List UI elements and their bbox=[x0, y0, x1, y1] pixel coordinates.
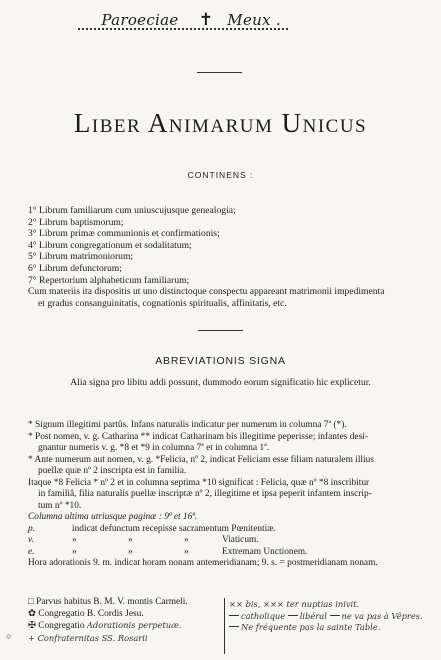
divider bbox=[197, 72, 242, 73]
ditto-mark: » bbox=[72, 535, 77, 545]
note-line: * Signum illegitimi partûs. Infans naturalis indicatur per numerum in columna 7ª (*). bbox=[28, 420, 347, 430]
note-line: gnantur numeris v. g. *8 et *9 in columna 7ª et in columna 1ª. bbox=[38, 443, 270, 453]
dash-mark bbox=[288, 615, 298, 616]
note-line: * Ante numerum aut nomen, v. g. *Felicia, nº 2, indicat Feliciam esse filiam naturalem illius bbox=[28, 454, 374, 465]
margin-mark: ○ bbox=[6, 631, 12, 641]
handwritten-note: Ne fréquente pas la sainte Table. bbox=[229, 622, 439, 634]
sacrament-symbol: v. bbox=[28, 535, 34, 545]
legend-text: Parvus habitus B. M. V. montis Carmeli. bbox=[36, 597, 188, 607]
note-line: tum nº *10. bbox=[38, 500, 82, 511]
sacrament-row bbox=[28, 535, 424, 547]
note-line: Columna ultima utriusque paginæ : 9ª et 16ª. bbox=[28, 512, 198, 522]
legend-row bbox=[28, 633, 424, 646]
header-underline bbox=[78, 28, 288, 30]
divider bbox=[198, 330, 243, 331]
page-title: Liber Animarum Unicus bbox=[73, 108, 368, 138]
abbreviations-heading: ABREVIATIONIS SIGNA bbox=[155, 355, 286, 367]
list-item: et gradus consanguinitatis, cognationis spiritualis, affinitatis, etc. bbox=[38, 297, 287, 309]
dash-mark bbox=[330, 615, 340, 616]
sacrament-text: Viaticum. bbox=[222, 535, 259, 545]
flower-icon: ✿ bbox=[28, 608, 36, 619]
parish-name: Meux . bbox=[227, 11, 281, 29]
handwritten-note: Adorationis perpetuæ. bbox=[86, 620, 182, 630]
legend-text: Congregatio bbox=[38, 621, 85, 631]
legend-text: Congregatio B. Cordis Jesu. bbox=[38, 608, 144, 619]
contents-list bbox=[28, 205, 428, 309]
abbreviations-subtitle: Alia signa pro libitu addi possunt, dummodo eorum significatio hic explicetur. bbox=[70, 377, 371, 388]
list-item: 1° Librum familiarum cum uniuscujusque genealogia; bbox=[28, 205, 236, 216]
list-item: Cum materiis ita dispositis ut uno distinctoque conspectu appareant matrimonii impedimenta bbox=[28, 286, 385, 298]
note-line: Itaque *8 Felicia * nº 2 et in columna septima *10 significat : Felicia, quæ nº *8 inscribitur bbox=[28, 477, 370, 488]
list-item: 5° Librum matrimoniorum; bbox=[28, 251, 134, 263]
handwritten-note: ×× bis, ××× ter nuptias inivit. bbox=[229, 599, 360, 609]
list-item: 2° Librum baptismorum; bbox=[28, 216, 124, 228]
sacrament-text: indicat defunctum recepisse sacramentum Pœnitentiæ. bbox=[72, 523, 276, 534]
list-item: 6° Librum defunctorum; bbox=[28, 262, 122, 274]
abbreviation-notes bbox=[28, 420, 424, 570]
dash-mark bbox=[229, 626, 239, 627]
note-line: Hora adorationis 9. m. indicat horam nonam antemeridianam; 9. s. = postmeridianam nonam. bbox=[28, 558, 378, 568]
handwritten-notes bbox=[229, 599, 439, 634]
list-item: 7° Repertorium alphabeticum familiarum; bbox=[28, 274, 190, 286]
cross-icon: ✝ bbox=[198, 10, 214, 30]
column-divider bbox=[224, 598, 225, 654]
note-line: in familiâ, filia naturalis puellæ inscriptæ nº 2, illegitime et ipsa peperit infantem inscrip- bbox=[38, 489, 372, 499]
ditto-mark: » bbox=[128, 546, 133, 557]
handwritten-note: catholique libéral ne va pas à Vêpres. bbox=[229, 611, 439, 623]
parish-header bbox=[92, 10, 284, 30]
contents-heading: CONTINENS : bbox=[187, 170, 254, 180]
ditto-mark: » bbox=[128, 535, 133, 545]
sacrament-symbol: e. bbox=[28, 546, 35, 557]
ditto-mark: » bbox=[184, 535, 189, 545]
note-line: puellæ quæ nº 2 inscripta est in familia. bbox=[38, 466, 187, 476]
cross-icon: ✠ bbox=[28, 621, 36, 631]
dash-mark bbox=[229, 615, 239, 616]
note-line: * Post nomen, v. g. Catharina ** indicat Catharinam bis illegitime peperisse; infantes desi- bbox=[28, 431, 368, 442]
handwritten-note: + Confraternitas SS. Rosarii bbox=[28, 632, 148, 643]
parish-label: Paroeciae bbox=[101, 11, 179, 29]
sacrament-row bbox=[28, 547, 424, 559]
sacrament-row bbox=[28, 524, 424, 536]
ditto-mark: » bbox=[184, 546, 189, 557]
square-icon: □ bbox=[28, 597, 34, 607]
ditto-mark: » bbox=[72, 546, 77, 557]
list-item: 3° Librum primæ communionis et confirmationis; bbox=[28, 228, 220, 240]
sacrament-symbol: p. bbox=[28, 523, 36, 534]
list-item: 4° Librum congregationum et sodalitatum; bbox=[28, 239, 192, 251]
sacrament-text: Extremam Unctionem. bbox=[222, 546, 308, 557]
